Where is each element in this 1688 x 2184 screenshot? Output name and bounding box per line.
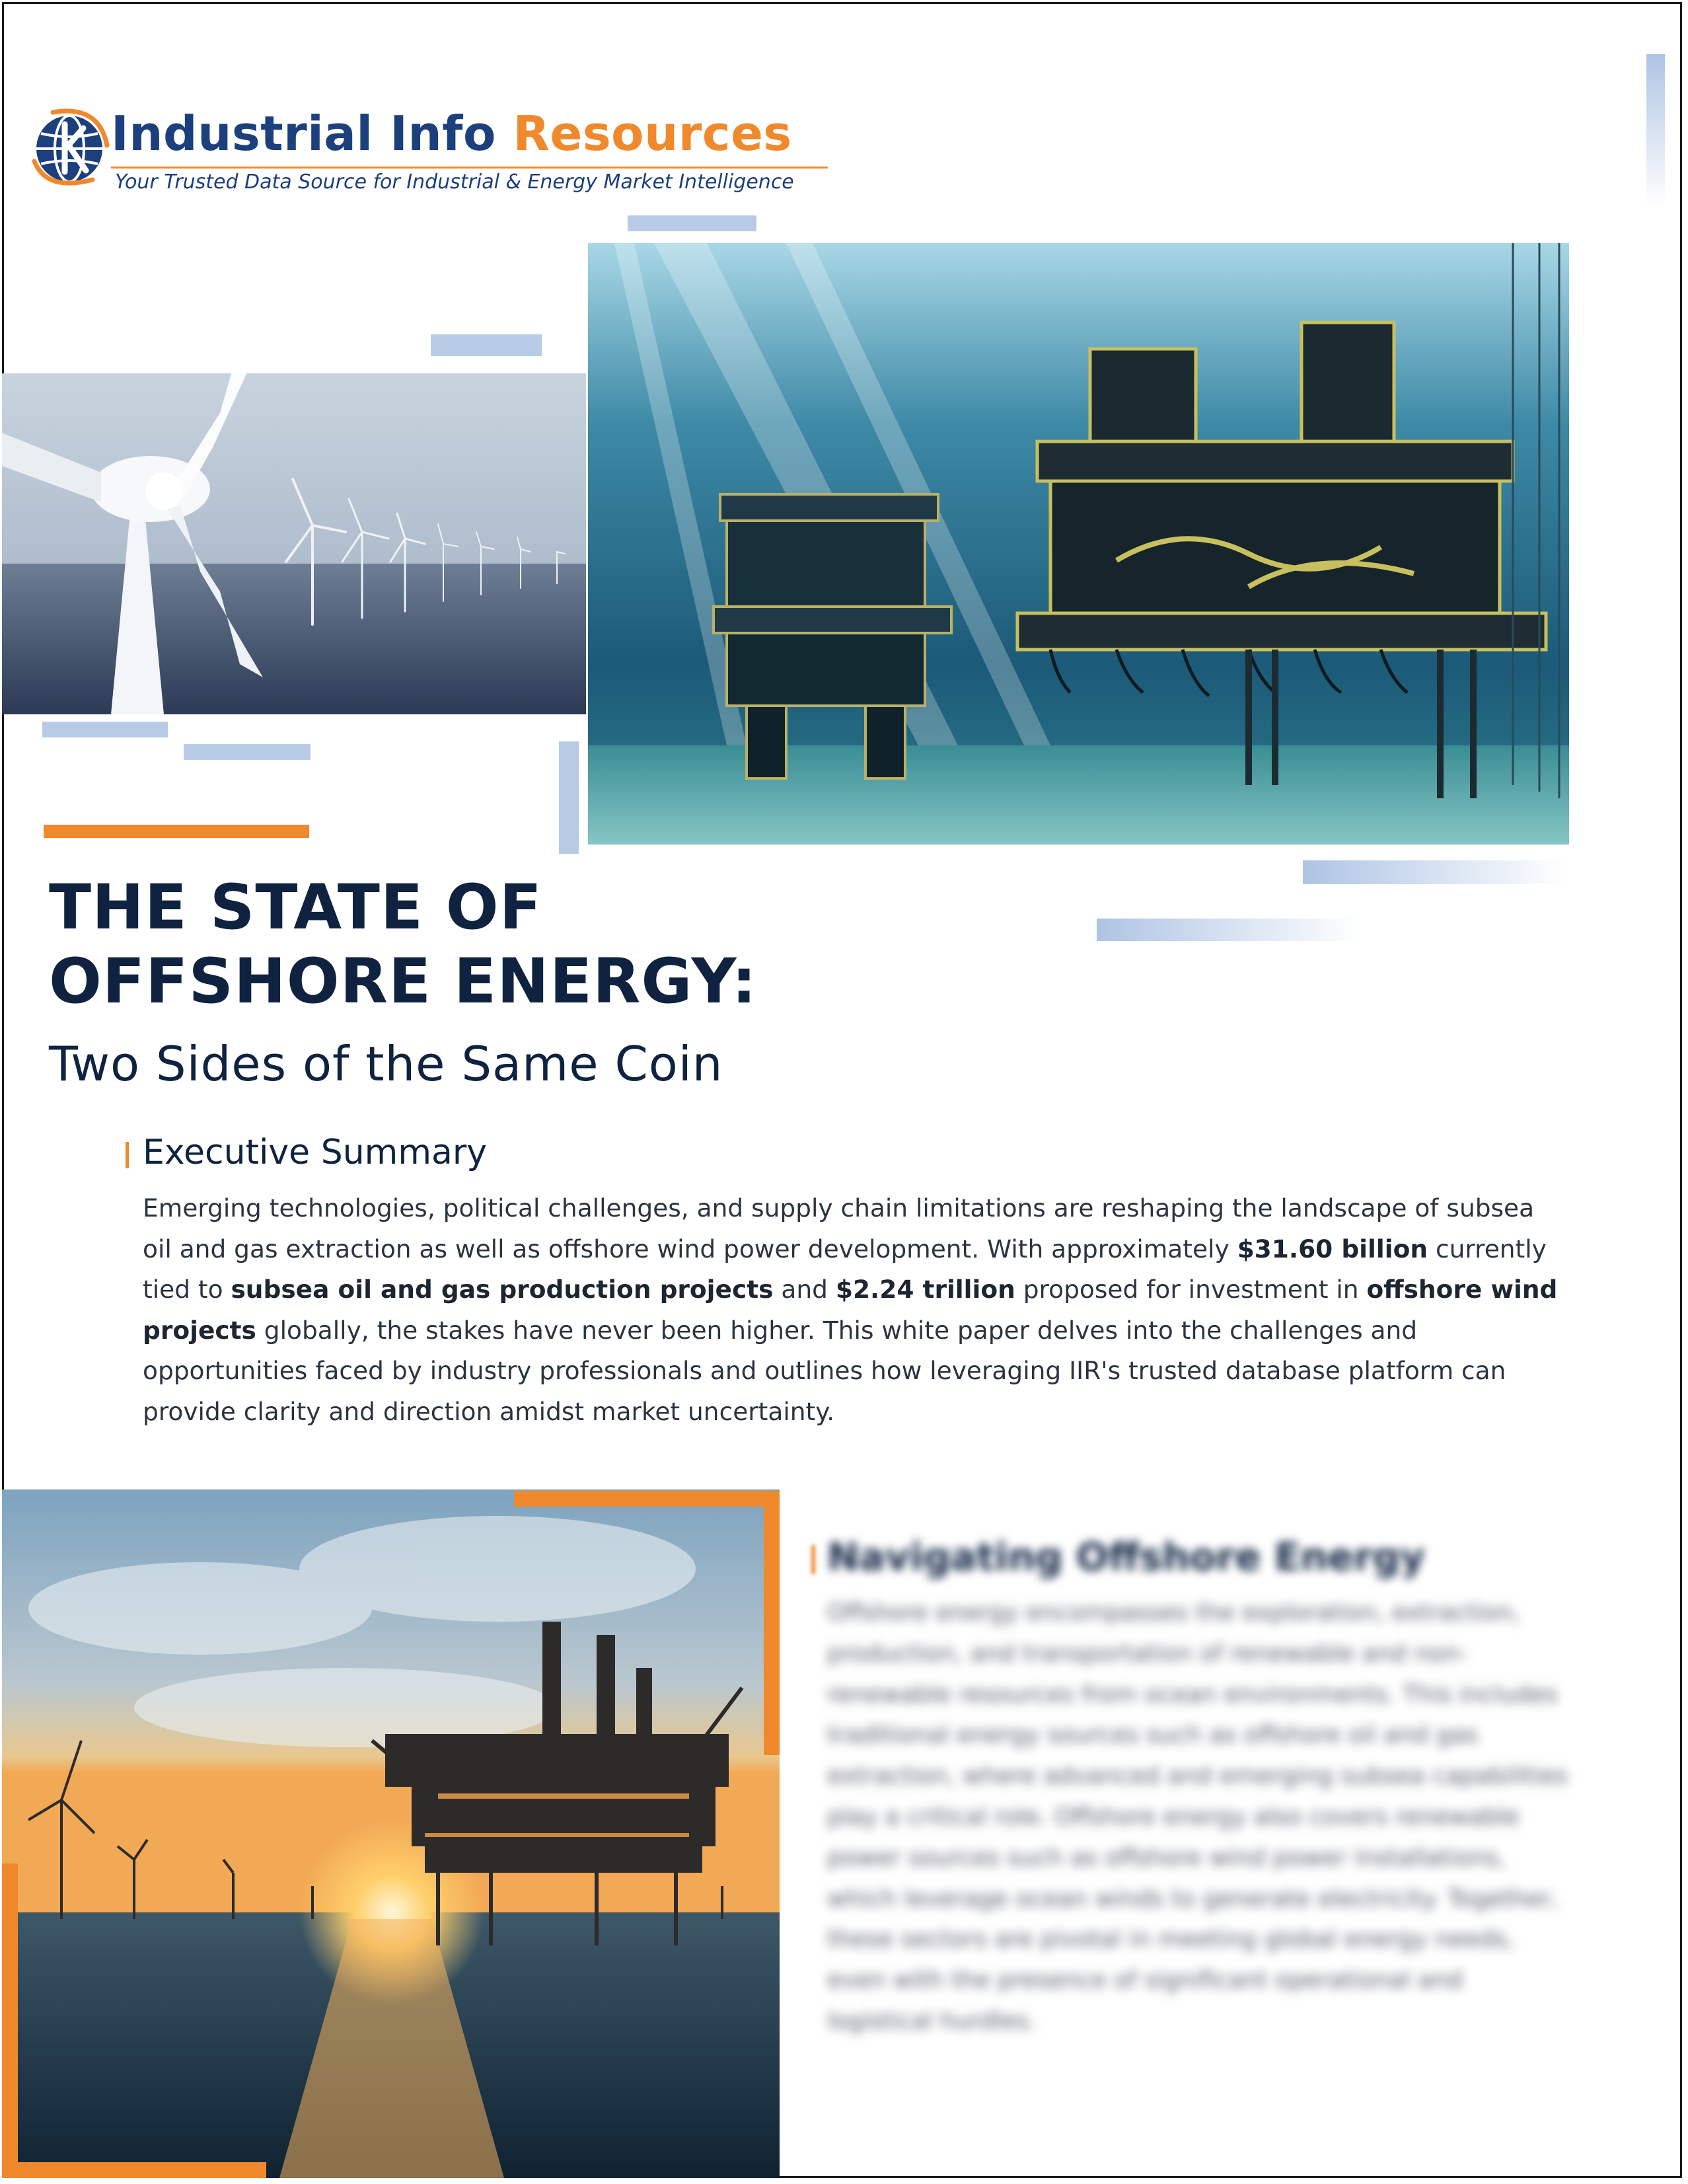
decor-bar xyxy=(1097,919,1361,941)
navigating-heading: Navigating Offshore Energy xyxy=(827,1534,1425,1579)
decor-bar xyxy=(1303,860,1567,884)
company-logo[interactable] xyxy=(26,106,813,198)
company-name xyxy=(111,106,792,161)
decor-bar xyxy=(184,744,311,760)
offshore-rig-sunset-photo xyxy=(2,1489,780,2178)
wind-turbines-photo xyxy=(2,373,586,714)
logo-underline xyxy=(111,167,828,169)
section-marker xyxy=(811,1545,815,1574)
decor-bar xyxy=(431,334,542,356)
title-line-1: THE STATE OF xyxy=(49,872,542,944)
section-marker xyxy=(126,1142,129,1168)
company-name-part2: Resources xyxy=(513,106,792,161)
decor-bar xyxy=(559,741,579,854)
decor-bar xyxy=(1646,54,1665,206)
company-name-part1: Industrial Info xyxy=(111,106,513,161)
title-line-2: OFFSHORE ENERGY: xyxy=(49,946,757,1018)
globe-icon xyxy=(26,106,112,192)
decor-bar xyxy=(628,215,756,231)
decor-bar xyxy=(42,722,168,737)
photo-corner-accent xyxy=(764,1491,780,1755)
page-title xyxy=(49,871,757,1019)
photo-corner-accent xyxy=(514,1491,780,1507)
accent-bar xyxy=(44,825,309,838)
company-tagline: Your Trusted Data Source for Industrial & Energy Market Intelligence xyxy=(115,170,794,194)
photo-corner-accent xyxy=(2,2162,266,2178)
navigating-text: Offshore energy encompasses the exploration, extraction, production, and transportation of renewable and non-renewable resources from ocean environments. This includes traditional energy sources such as offshore oil and gas extraction, where advanced and emerging subsea capabilities play a critical role. Offshore energy also covers renewable power sources such as offshore wind power installations, which leverage ocean winds to generate electricity. Together, these sectors are pivotal in meeting global energy needs, even with the presence of significant operational and logistical hurdles. xyxy=(827,1599,1568,2035)
photo-corner-accent xyxy=(2,1864,18,2178)
page-subtitle: Two Sides of the Same Coin xyxy=(49,1036,723,1092)
executive-summary-heading: Executive Summary xyxy=(143,1133,487,1172)
executive-summary-text: Emerging technologies, political challenges, and supply chain limitations are reshaping the landscape of subsea oil and gas extraction as well as offshore wind power development. With approximately $31.60 billion currently tied to subsea oil and gas production projects and $2.24 trillion proposed for investment in offshore wind projects globally, the stakes have never been higher. This white paper delves into the challenges and opportunities faced by industry professionals and outlines how leveraging IIR's trusted database platform can provide clarity and direction amidst market uncertainty. xyxy=(143,1193,1558,1426)
subsea-platform-photo xyxy=(588,243,1569,845)
